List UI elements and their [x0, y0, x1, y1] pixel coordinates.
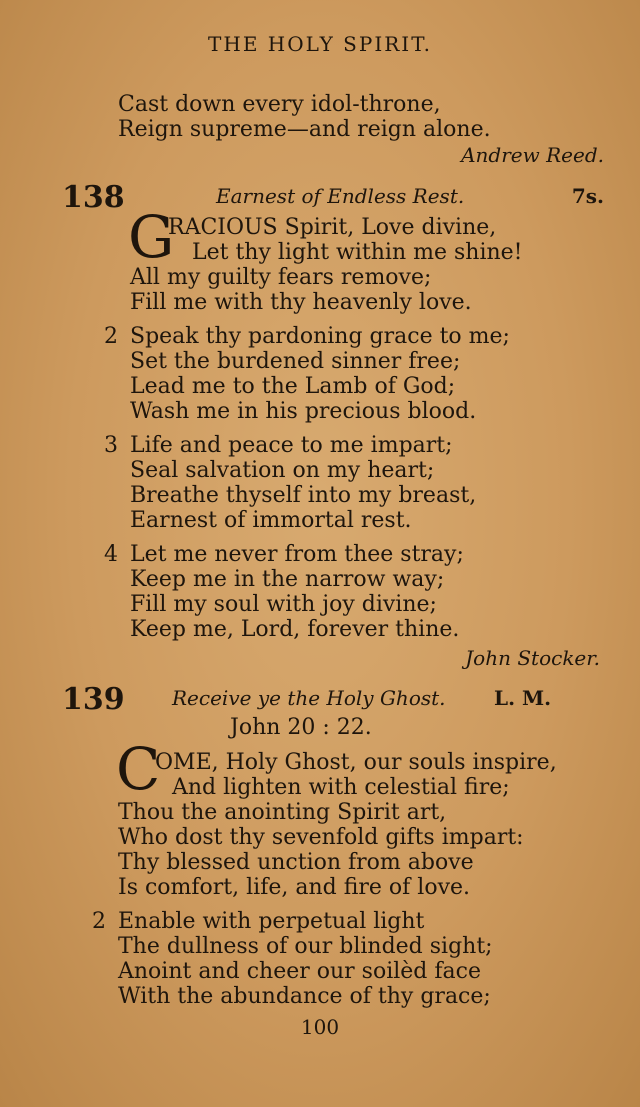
verse-line: Wash me in his precious blood.: [130, 399, 477, 424]
verse-line: Seal salvation on my heart;: [130, 458, 435, 483]
hymn-meter: L. M.: [494, 686, 552, 710]
verse-line: The dullness of our blinded sight;: [118, 934, 493, 959]
verse-line: Breathe thyself into my breast,: [130, 483, 477, 508]
carryover-line: Reign supreme—and reign alone.: [118, 117, 491, 142]
verse-line: Anoint and cheer our soilèd face: [118, 959, 481, 984]
verse-line: And lighten with celestial fire;: [172, 775, 510, 800]
verse-line: Lead me to the Lamb of God;: [130, 374, 456, 399]
verse-number: 2: [92, 909, 106, 934]
drop-cap: C: [116, 735, 161, 803]
hymn-number: 138: [62, 180, 125, 215]
verse-line: Fill me with thy heavenly love.: [130, 290, 472, 315]
verse-line: Let me never from thee stray;: [130, 542, 464, 567]
verse-line: Earnest of immortal rest.: [130, 508, 412, 533]
verse-number: 3: [104, 433, 118, 458]
carryover-line: Cast down every idol-throne,: [118, 92, 441, 117]
verse-line: With the abundance of thy grace;: [118, 984, 491, 1009]
hymn-title: Receive ye the Holy Ghost.: [172, 686, 446, 710]
verse-line: Speak thy pardoning grace to me;: [130, 324, 510, 349]
author: John Stocker.: [465, 646, 600, 670]
verse-line: Is comfort, life, and fire of love.: [118, 875, 471, 900]
verse-line: Thou the anointing Spirit art,: [118, 800, 447, 825]
page-header: THE HOLY SPIRIT.: [208, 32, 432, 56]
verse-line: Keep me, Lord, forever thine.: [130, 617, 460, 642]
drop-cap: G: [128, 203, 175, 271]
verse-line: All my guilty fears remove;: [130, 265, 432, 290]
scripture-reference: John 20 : 22.: [230, 715, 372, 740]
hymn-title: Earnest of Endless Rest.: [216, 184, 465, 208]
verse-line: Set the burdened sinner free;: [130, 349, 461, 374]
verse-line: OME, Holy Ghost, our souls inspire,: [155, 750, 557, 775]
verse-line: RACIOUS Spirit, Love divine,: [168, 215, 497, 240]
verse-line: Enable with perpetual light: [118, 909, 425, 934]
author: Andrew Reed.: [461, 143, 604, 167]
verse-line: Keep me in the narrow way;: [130, 567, 445, 592]
verse-line: Thy blessed unction from above: [118, 850, 474, 875]
page-number: 100: [300, 1015, 340, 1039]
verse-number: 4: [104, 542, 118, 567]
verse-line: Life and peace to me impart;: [130, 433, 453, 458]
verse-line: Who dost thy sevenfold gifts impart:: [118, 825, 524, 850]
hymn-number: 139: [62, 682, 125, 717]
hymn-meter: 7s.: [571, 184, 604, 208]
verse-number: 2: [104, 324, 118, 349]
verse-line: Fill my soul with joy divine;: [130, 592, 437, 617]
verse-line: Let thy light within me shine!: [192, 240, 523, 265]
